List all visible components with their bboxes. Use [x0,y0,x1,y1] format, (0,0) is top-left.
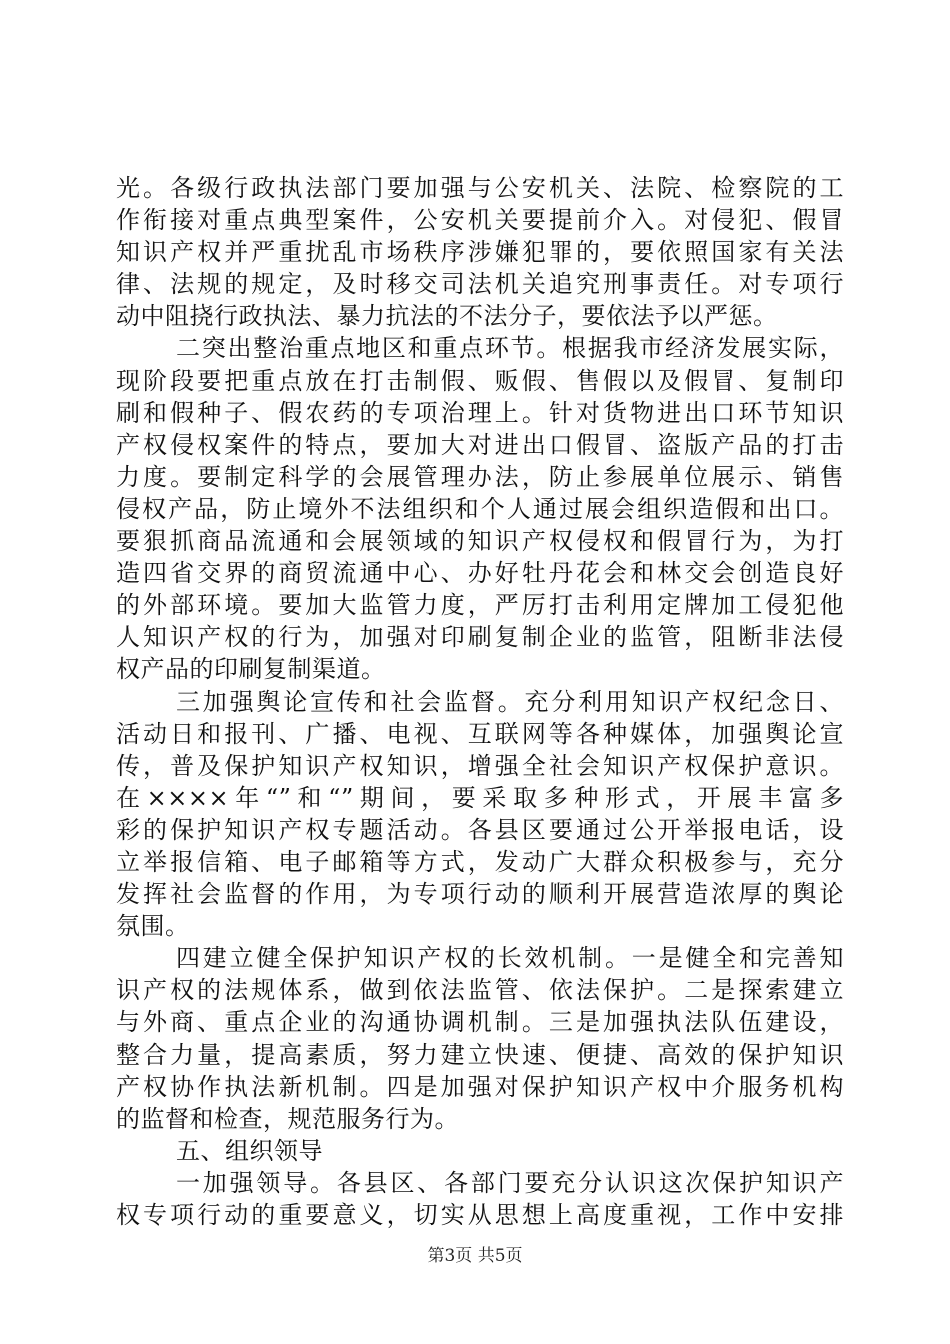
text-line: 知识产权并严重扰乱市场秩序涉嫌犯罪的，要依照国家有关法 [116,238,844,267]
text-line: 人知识产权的行为，加强对印刷复制企业的监管，阻断非法侵 [116,623,844,652]
text-line: 产权侵权案件的特点，要加大对进出口假冒、盗版产品的打击 [116,430,844,459]
text-line: 在××××年“”和“”期间，要采取多种形式，开展丰富多 [116,783,844,812]
text-line: 权产品的印刷复制渠道。 [116,655,386,684]
text-line: 动中阻挠行政执法、暴力抗法的不法分子，要依法予以严惩。 [116,302,778,331]
text-line: 与外商、重点企业的沟通协调机制。三是加强执法队伍建设， [116,1008,844,1037]
text-line: 彩的保护知识产权专题活动。各县区要通过公开举报电话，设 [116,815,844,844]
text-line: 的监督和检查，规范服务行为。 [116,1104,459,1133]
section-heading: 五、组织领导 [176,1136,323,1165]
text-line: 氛围。 [116,912,190,941]
text-line: 光。各级行政执法部门要加强与公安机关、法院、检察院的工 [116,174,844,202]
text-line: 传，普及保护知识产权知识，增强全社会知识产权保护意识。 [116,751,844,780]
text-line: 律、法规的规定，及时移交司法机关追究刑事责任。对专项行 [116,270,844,299]
text-line: 作衔接对重点典型案件，公安机关要提前介入。对侵犯、假冒 [116,206,844,235]
paragraph-start: 四建立健全保护知识产权的长效机制。一是健全和完善知 [176,944,844,973]
text-line: 发挥社会监督的作用，为专项行动的顺利开展营造浓厚的舆论 [116,880,844,909]
paragraph-start: 二突出整治重点地区和重点环节。根据我市经济发展实际， [176,334,844,363]
text-line: 活动日和报刊、广播、电视、互联网等各种媒体，加强舆论宣 [116,719,844,748]
text-line: 刷和假种子、假农药的专项治理上。针对货物进出口环节知识 [116,398,844,427]
text-line: 产权协作执法新机制。四是加强对保护知识产权中介服务机构 [116,1072,844,1101]
page-number: 第3页 共5页 [427,1246,523,1266]
paragraph-start: 三加强舆论宣传和社会监督。充分利用知识产权纪念日、 [176,687,844,716]
text-line: 现阶段要把重点放在打击制假、贩假、售假以及假冒、复制印 [116,366,844,395]
text-line: 权专项行动的重要意义，切实从思想上高度重视，工作中安排 [116,1201,844,1229]
text-line: 识产权的法规体系，做到依法监管、依法保护。二是探索建立 [116,976,844,1005]
text-line: 立举报信箱、电子邮箱等方式，发动广大群众积极参与，充分 [116,847,844,876]
text-line: 造四省交界的商贸流通中心、办好牡丹花会和林交会创造良好 [116,559,844,588]
text-line: 力度。要制定科学的会展管理办法，防止参展单位展示、销售 [116,462,844,491]
text-line: 侵权产品，防止境外不法组织和个人通过展会组织造假和出口。 [116,494,844,523]
text-line: 要狠抓商品流通和会展领域的知识产权侵权和假冒行为，为打 [116,527,844,556]
paragraph-start: 一加强领导。各县区、各部门要充分认识这次保护知识产 [176,1168,844,1197]
text-line: 的外部环境。要加大监管力度，严厉打击利用定牌加工侵犯他 [116,591,844,620]
text-line: 整合力量，提高素质，努力建立快速、便捷、高效的保护知识 [116,1040,844,1069]
document-body [116,172,844,1231]
